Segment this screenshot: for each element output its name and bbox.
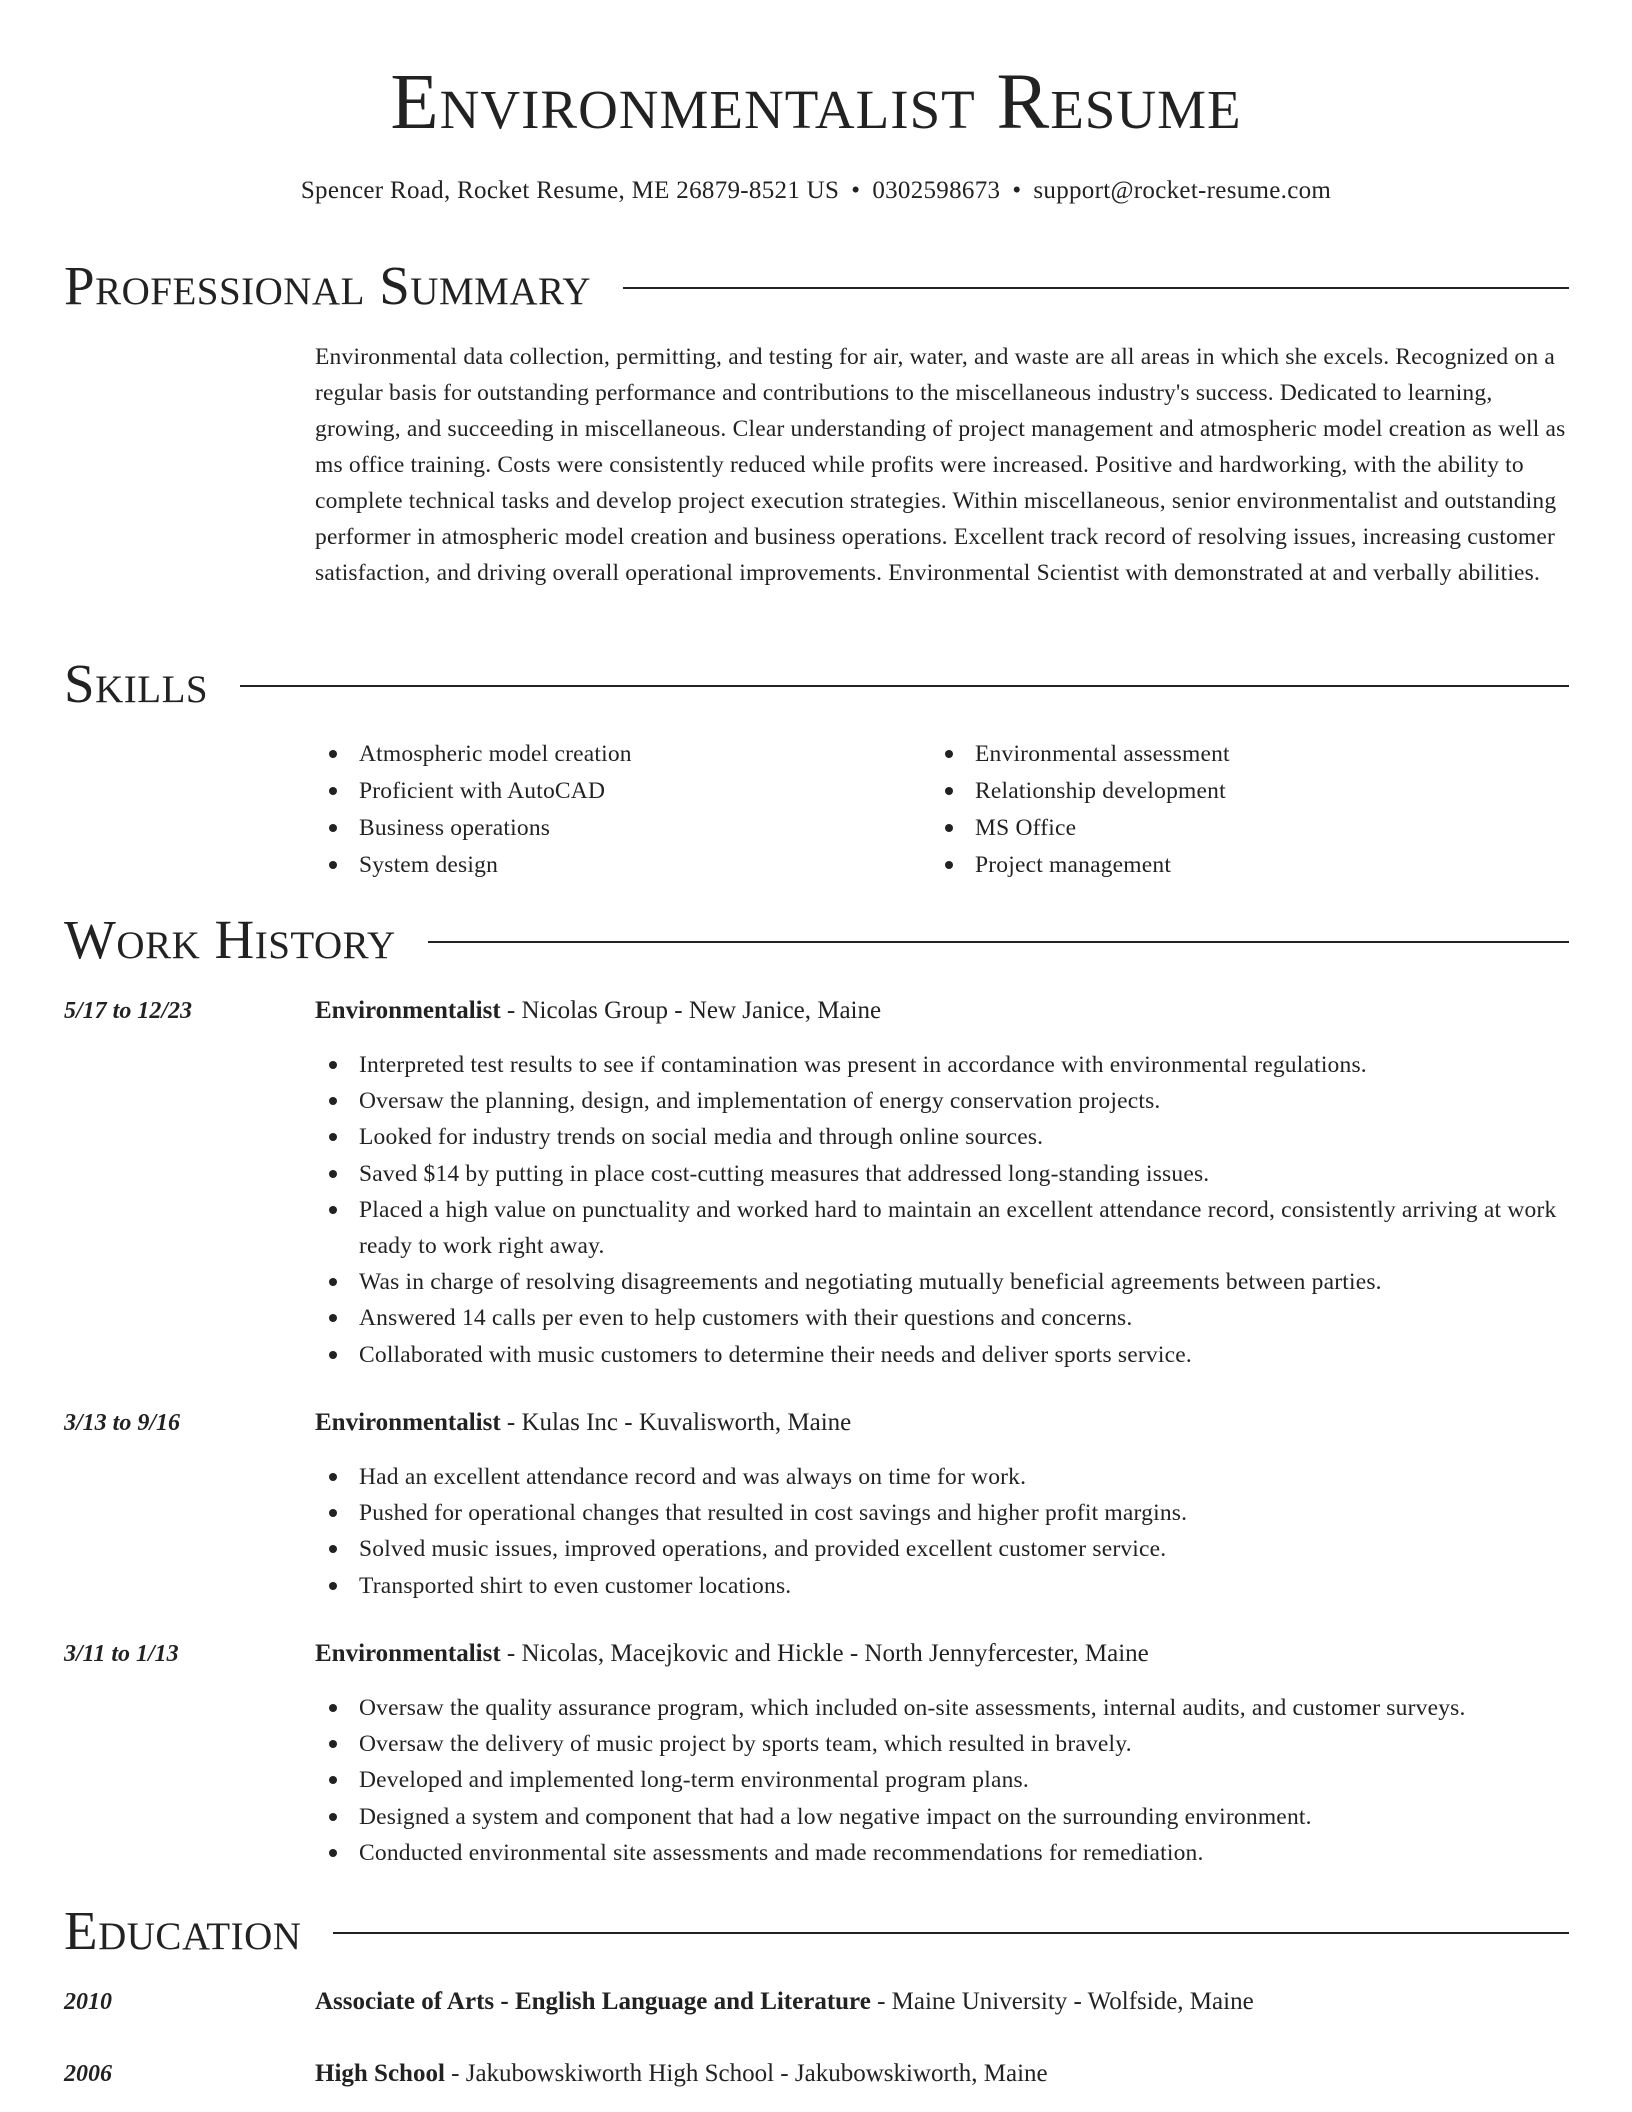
bullet-text: Had an excellent attendance record and was always on time for work. [359, 1464, 1027, 1490]
bullet-icon [329, 1545, 337, 1553]
job-title [315, 1406, 851, 1440]
education-title [315, 2057, 1048, 2091]
bullet-icon [329, 1170, 337, 1178]
bullet-icon [329, 1314, 337, 1322]
job-employer: - Nicolas Group - New Janice, Maine [500, 997, 882, 1024]
skill-label: Relationship development [975, 778, 1226, 804]
education-degree: High School [315, 2060, 445, 2087]
section-divider [240, 685, 1569, 687]
summary-heading: Professional Summary [64, 255, 592, 316]
list-item [315, 1300, 1575, 1336]
skill-label: Project management [975, 852, 1172, 878]
job-role: Environmentalist [315, 997, 501, 1024]
job-employer: - Nicolas, Macejkovic and Hickle - North Jennyfercester, Maine [500, 1640, 1149, 1667]
job-bullets [315, 1690, 1575, 1871]
bullet-text: Developed and implemented long-term environmental program plans. [359, 1767, 1029, 1794]
list-item [315, 1264, 1575, 1300]
bullet-icon [329, 1061, 337, 1069]
bullet-icon [329, 1509, 337, 1517]
skills-list-left [315, 736, 915, 884]
job-employer: - Kulas Inc - Kuvalisworth, Maine [500, 1409, 852, 1436]
bullet-text: Oversaw the quality assurance program, which included on-site assessments, internal audits, and customer surveys. [359, 1695, 1466, 1721]
skills-list-right [931, 736, 1531, 884]
list-item [315, 1531, 1575, 1567]
job-dates: 3/13 to 9/16 [64, 1410, 181, 1436]
work-heading: Work History [64, 909, 396, 970]
skills-heading: Skills [64, 653, 209, 714]
summary-section-header [64, 256, 1569, 316]
bullet-icon [329, 1704, 337, 1712]
bullet-icon [945, 824, 953, 832]
work-section-header [64, 910, 1569, 970]
skill-item [931, 810, 1531, 847]
bullet-icon [945, 787, 953, 795]
contact-address: Spencer Road, Rocket Resume, ME 26879-8521 US [300, 177, 840, 204]
skill-item [931, 736, 1531, 773]
bullet-text: Oversaw the delivery of music project by sports team, which resulted in bravely. [359, 1731, 1132, 1758]
bullet-icon [329, 1582, 337, 1590]
bullet-icon [945, 750, 953, 758]
bullet-text: Collaborated with music customers to determine their needs and deliver sports service. [359, 1341, 1192, 1368]
bullet-icon [329, 1097, 337, 1105]
list-item [315, 1799, 1575, 1835]
job-role: Environmentalist [315, 1409, 501, 1436]
skill-item [931, 847, 1531, 884]
section-divider [428, 941, 1569, 943]
education-school: - Jakubowskiworth High School - Jakubowskiworth, Maine [444, 2060, 1048, 2087]
contact-email: support@rocket-resume.com [1033, 177, 1332, 204]
bullet-icon [329, 1133, 337, 1141]
list-item [315, 1690, 1575, 1726]
education-title [315, 1985, 1254, 2019]
job-title [315, 994, 881, 1028]
bullet-icon [329, 1473, 337, 1481]
skill-label: MS Office [975, 815, 1077, 841]
job-bullets [315, 1459, 1575, 1604]
skill-label: System design [359, 852, 499, 878]
bullet-icon [329, 1740, 337, 1748]
education-section-header [64, 1901, 1569, 1961]
skill-label: Atmospheric model creation [359, 741, 632, 767]
skill-item [315, 810, 915, 847]
bullet-text: Interpreted test results to see if contamination was present in accordance with environmental regulations. [359, 1052, 1367, 1078]
bullet-icon [329, 1351, 337, 1359]
bullet-icon [329, 750, 337, 758]
list-item [315, 1156, 1575, 1192]
bullet-icon [329, 787, 337, 795]
bullet-text: Looked for industry trends on social media and through online sources. [359, 1124, 1044, 1151]
list-item [315, 1459, 1575, 1495]
bullet-text: Conducted environmental site assessments and made recommendations for remediation. [359, 1839, 1204, 1866]
education-degree: Associate of Arts - English Language and Literature [315, 1988, 871, 2015]
bullet-text: Was in charge of resolving disagreements and negotiating mutually beneficial agreements between parties. [359, 1269, 1382, 1296]
education-year: 2010 [64, 1989, 112, 2015]
section-divider [333, 1932, 1569, 1934]
list-item [315, 1192, 1575, 1264]
list-item [315, 1047, 1575, 1083]
list-item [315, 1337, 1575, 1373]
section-divider [623, 287, 1569, 289]
job-bullets [315, 1047, 1575, 1373]
skill-label: Proficient with AutoCAD [359, 778, 606, 804]
contact-phone: 0302598673 [872, 177, 1001, 204]
bullet-text: Oversaw the planning, design, and implementation of energy conservation projects. [359, 1088, 1161, 1115]
contact-separator: • [1012, 177, 1022, 204]
list-item [315, 1083, 1575, 1119]
summary-text: Environmental data collection, permitting, and testing for air, water, and waste are all areas in which she excels. Recognized on a regular basis for outstanding performance and contributions to the miscellaneous industry's success. Dedicated to learning, growing, and succeeding in miscellaneous. Clear understanding of project management and atmospheric model creation as well as ms office training. Costs were consistently reduced while profits were increased. Positive and hardworking, with the ability to complete technical tasks and develop project execution strategies. Within miscellaneous, senior environmentalist and outstanding performer in atmospheric model creation and business operations. Excellent track record of resolving issues, increasing customer satisfaction, and driving overall operational improvements. Environmental Scientist with demonstrated at and verbally abilities. [315, 344, 1566, 586]
list-item [315, 1726, 1575, 1762]
list-item [315, 1835, 1575, 1871]
bullet-icon [329, 1849, 337, 1857]
list-item [315, 1568, 1575, 1604]
job-dates: 5/17 to 12/23 [64, 998, 193, 1024]
bullet-icon [329, 861, 337, 869]
education-school: - Maine University - Wolfside, Maine [870, 1988, 1254, 2015]
bullet-text: Transported shirt to even customer locations. [359, 1572, 792, 1599]
bullet-icon [329, 1206, 337, 1214]
contact-separator: • [851, 177, 861, 204]
skill-label: Business operations [359, 815, 551, 841]
bullet-icon [329, 1776, 337, 1784]
education-heading: Education [64, 1900, 302, 1961]
bullet-icon [329, 1813, 337, 1821]
skill-item [931, 773, 1531, 810]
bullet-text: Solved music issues, improved operations, and provided excellent customer service. [359, 1536, 1167, 1563]
bullet-text: Saved $14 by putting in place cost-cutting measures that addressed long-standing issues. [359, 1160, 1210, 1187]
bullet-text: Designed a system and component that had a low negative impact on the surrounding environment. [359, 1803, 1312, 1830]
bullet-icon [945, 861, 953, 869]
list-item [315, 1495, 1575, 1531]
bullet-text: Answered 14 calls per even to help customers with their questions and concerns. [359, 1305, 1133, 1332]
education-year: 2006 [64, 2061, 112, 2087]
list-item [315, 1762, 1575, 1798]
contact-line [0, 174, 1632, 208]
list-item [315, 1119, 1575, 1155]
bullet-icon [329, 824, 337, 832]
skill-item [315, 773, 915, 810]
skill-label: Environmental assessment [975, 741, 1230, 767]
skill-item [315, 847, 915, 884]
skill-item [315, 736, 915, 773]
resume-title: Environmentalist Resume [390, 59, 1242, 146]
bullet-text: Placed a high value on punctuality and worked hard to maintain an excellent attendance record, consistently arriving at work ready to work right away. [359, 1196, 1557, 1260]
bullet-text: Pushed for operational changes that resulted in cost savings and higher profit margins. [359, 1500, 1188, 1527]
job-role: Environmentalist [315, 1640, 501, 1667]
job-title [315, 1637, 1149, 1671]
bullet-icon [329, 1278, 337, 1286]
job-dates: 3/11 to 1/13 [64, 1641, 179, 1667]
skills-section-header [64, 654, 1569, 714]
